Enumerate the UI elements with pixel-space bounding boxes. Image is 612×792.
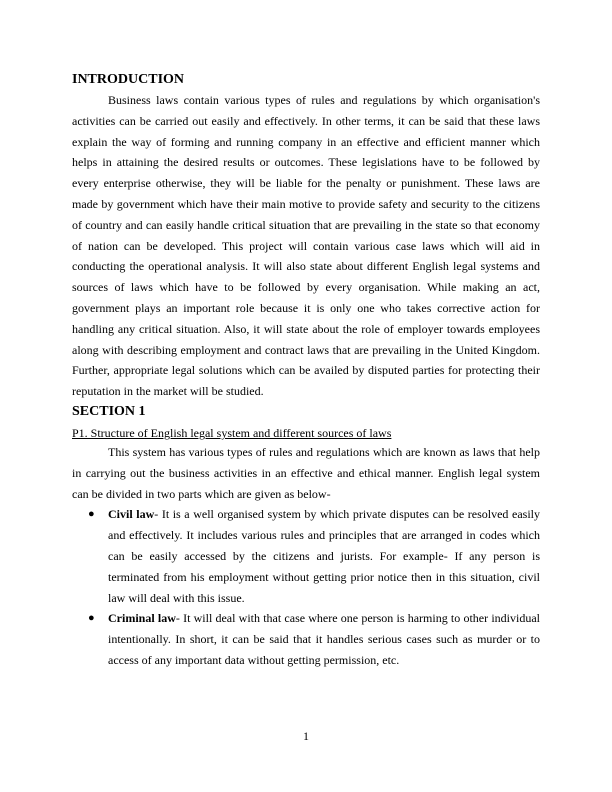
list-item-civil-law — [72, 504, 540, 608]
introduction-paragraph: Business laws contain various types of rules and regulations by which organisation's activities can be carried out easily and effectively. In other terms, it can be said that these laws explain the way of forming and running company in an effective and efficient manner which helps in attaining the desired results or outcomes. These legislations have to be followed by every enterprise otherwise, they will be liable for the penalty or punishment. These laws are made by government which have their main motive to provide safety and security to the citizens of country and can easily handle critical situation that are prevailing in the state so that economy of nation can be developed. This project will contain various case laws which will aid in conducting the operational analysis. It will also state about different English legal systems and sources of laws which have to be followed by every organisation. While making an act, government plays an important role because it is only one who takes corrective action for handling any critical situation. Also, it will state about the role of employer towards employees along with describing employment and contract laws that are prevailing in the United Kingdom. Further, appropriate legal solutions which can be availed by disputed parties for protecting their reputation in the market will be studied. — [72, 93, 540, 399]
list-item-criminal-law — [72, 608, 540, 670]
description-civil-law: - It is a well organised system by which private disputes can be resolved easily and effectively. It includes various rules and principles that are arranged in codes which can be easily accessed by the citizens and jurists. For example- If any person is terminated from his employment without getting prior notice then in this situation, civil law will deal with this issue. — [108, 507, 540, 605]
term-civil-law: Civil law — [108, 507, 155, 522]
document-page — [72, 70, 540, 671]
introduction-heading: INTRODUCTION — [72, 72, 185, 87]
section-1-subheading: P1. Structure of English legal system and different sources of laws — [72, 425, 392, 440]
section-1-heading: SECTION 1 — [72, 403, 146, 419]
bullet-icon: ● — [88, 508, 95, 521]
page-number: 1 — [303, 729, 309, 743]
bullet-icon: ● — [88, 612, 95, 625]
term-criminal-law: Criminal law — [108, 611, 176, 626]
section-1-paragraph: This system has various types of rules and regulations which are known as laws that help in carrying out the business activities in an effective and ethical manner. English legal system can be divided in two parts which are given as below- — [72, 444, 540, 501]
legal-system-list — [72, 504, 540, 670]
description-criminal-law: - It will deal with that case where one person is harming to other individual intentionally. In short, it can be said that it handles serious cases such as murder or to access of any important data without getting permission, etc. — [108, 611, 540, 667]
